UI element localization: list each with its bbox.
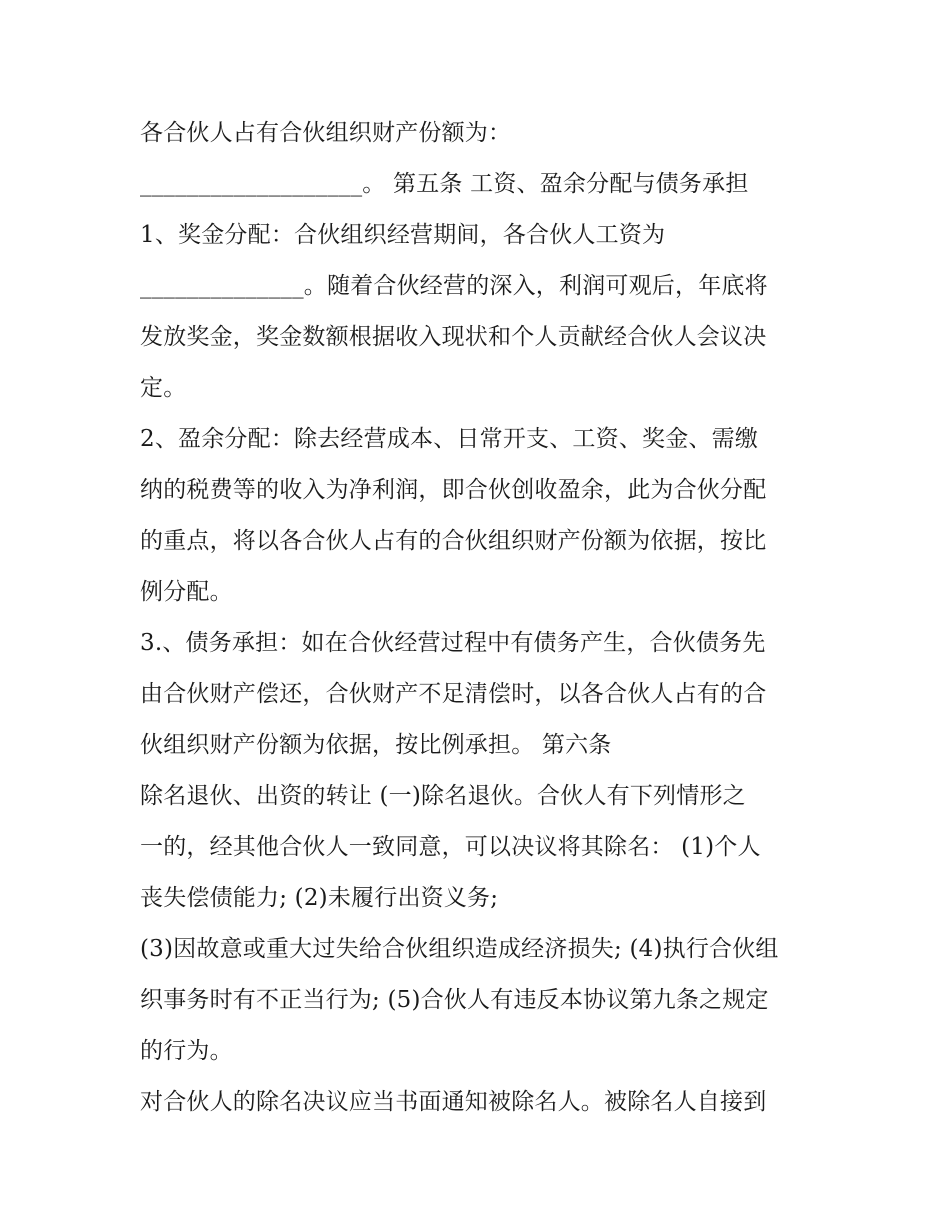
text-line: 织事务时有不正当行为; (5)合伙人有违反本协议第九条之规定 bbox=[140, 987, 769, 1013]
text-line: 2、盈余分配：除去经营成本、日常开支、工资、奖金、需缴 bbox=[140, 426, 759, 452]
text-line: 发放奖金，奖金数额根据收入现状和个人贡献经合伙人会议决 bbox=[140, 324, 767, 350]
text-line: 丧失偿债能力; (2)未履行出资义务; bbox=[140, 885, 499, 911]
text-line: 纳的税费等的收入为净利润，即合伙创收盈余，此为合伙分配 bbox=[140, 477, 767, 503]
text-line: (3)因故意或重大过失给合伙组织造成经济损失; (4)执行合伙组 bbox=[140, 936, 779, 962]
text-line: 1、奖金分配：合伙组织经营期间，各合伙人工资为 bbox=[140, 222, 666, 248]
text-line: 例分配。 bbox=[140, 579, 233, 605]
text-line: 伙组织财产份额为依据，按比例承担。 第六条 bbox=[140, 732, 612, 758]
text-line: 的重点，将以各合伙人占有的合伙组织财产份额为依据，按比 bbox=[140, 528, 767, 554]
text-line: ___________________。 第五条 工资、盈余分配与债务承担 bbox=[140, 171, 749, 197]
text-line: 定。 bbox=[140, 375, 187, 401]
text-line: 一的，经其他合伙人一致同意，可以决议将其除名： (1)个人 bbox=[140, 834, 761, 860]
text-line: 各合伙人占有合伙组织财产份额为： bbox=[140, 120, 512, 146]
text-line: 除名退伙、出资的转让 (一)除名退伙。合伙人有下列情形之 bbox=[140, 783, 746, 809]
text-line: 由合伙财产偿还，合伙财产不足清偿时，以各合伙人占有的合 bbox=[140, 681, 767, 707]
text-line: 对合伙人的除名决议应当书面通知被除名人。被除名人自接到 bbox=[140, 1089, 767, 1115]
document-body bbox=[140, 108, 820, 1128]
text-line: 3.、债务承担：如在合伙经营过程中有债务产生，合伙债务先 bbox=[140, 630, 766, 656]
text-line: 的行为。 bbox=[140, 1038, 233, 1064]
text-line: ______________。随着合伙经营的深入，利润可观后，年底将 bbox=[140, 273, 768, 299]
